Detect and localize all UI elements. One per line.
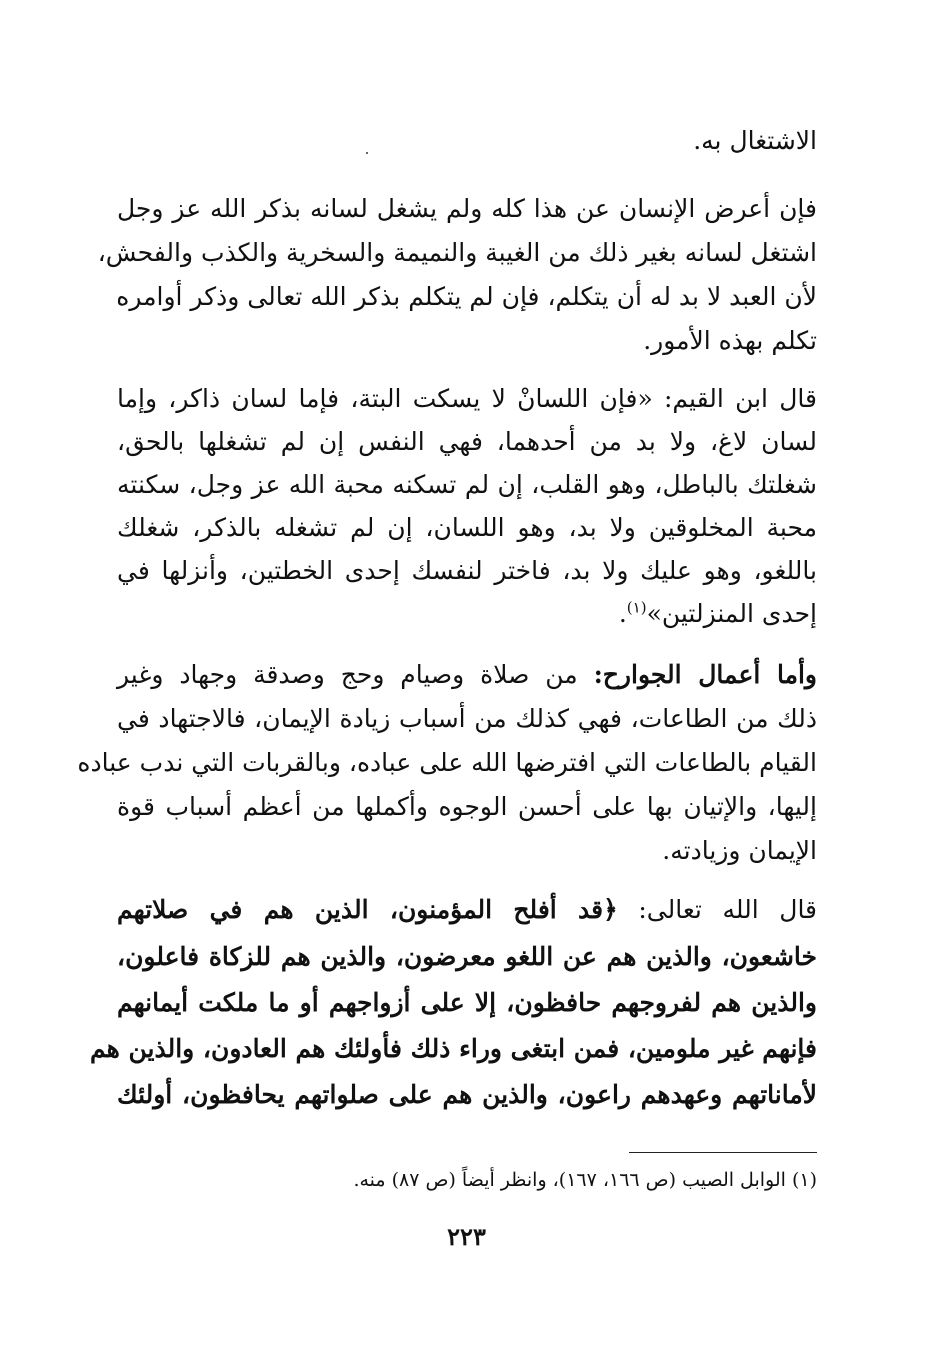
quran-verse-line: فإنهم غير ملومين، فمن ابتغى وراء ذلك فأولئك هم العادون، والذين هم [89, 1034, 817, 1063]
quran-verse-text: ﴿قد أفلح المؤمنون، الذين هم في صلاتهم [117, 895, 618, 924]
quran-verse-line: خاشعون، والذين هم عن اللغو معرضون، والذين هم للزكاة فاعلون، [117, 942, 817, 971]
body-line: لأن العبد لا بد له أن يتكلم، فإن لم يتكلم بذكر الله تعالى وذكر أوامره [116, 282, 817, 311]
body-line: باللغو، وهو عليك ولا بد، فاختر لنفسك إحدى الخطتين، وأنزلها في [117, 556, 817, 585]
body-line: الاشتغال به. [693, 126, 817, 155]
body-line [117, 597, 817, 631]
body-text: من صلاة وصيام وحج وصدقة وجهاد وغير [117, 660, 594, 689]
body-text: قال الله تعالى: [617, 895, 818, 924]
body-line: ذلك من الطاعات، فهي كذلك من أسباب زيادة الإيمان، فالاجتهاد في [117, 704, 817, 733]
body-line [117, 893, 817, 927]
body-line: قال ابن القيم: «فإن اللسانْ لا يسكت البتة، فإما لسان ذاكر، وإما [117, 384, 817, 413]
quran-verse-line: والذين هم لفروجهم حافظون، إلا على أزواجهم أو ما ملكت أيمانهم [117, 988, 817, 1017]
quote-end-text: إحدى المنزلتين» [646, 599, 817, 628]
quran-verse-line: لأماناتهم وعهدهم راعون، والذين هم على صلواتهم يحافظون، أولئك [117, 1080, 817, 1109]
body-line: اشتغل لسانه بغير ذلك من الغيبة والنميمة والسخرية والكذب والفحش، [97, 238, 817, 267]
page-number: ٢٢٣ [447, 1222, 486, 1251]
scan-speck [366, 152, 368, 154]
body-line [117, 658, 817, 692]
body-line: الإيمان وزيادته. [662, 836, 817, 865]
period: . [618, 599, 627, 628]
body-line: القيام بالطاعات التي افترضها الله على عباده، وبالقربات التي ندب عباده [77, 748, 817, 777]
body-line: محبة المخلوقين ولا بد، وهو اللسان، إن لم تشغله بالذكر، شغلك [117, 513, 817, 542]
body-line: تكلم بهذه الأمور. [643, 326, 817, 355]
footnote: (١) الوابل الصيب (ص ١٦٦، ١٦٧)، وانظر أيضاً (ص ٨٧) منه. [353, 1169, 817, 1191]
body-line: شغلتك بالباطل، وهو القلب، إن لم تسكنه محبة الله عز وجل، سكنته [117, 470, 817, 499]
body-line: لسان لاغ، ولا بد من أحدهما، فهي النفس إن لم تشغلها بالحق، [117, 427, 817, 456]
body-line: فإن أعرض الإنسان عن هذا كله ولم يشغل لسانه بذكر الله عز وجل [117, 194, 817, 223]
footnote-reference: (١) [626, 598, 647, 617]
footnote-separator [629, 1152, 817, 1153]
body-line: إليها، والإتيان بها على أحسن الوجوه وأكملها من أعظم أسباب قوة [117, 792, 817, 821]
section-heading-inline: وأما أعمال الجوارح: [593, 660, 817, 689]
